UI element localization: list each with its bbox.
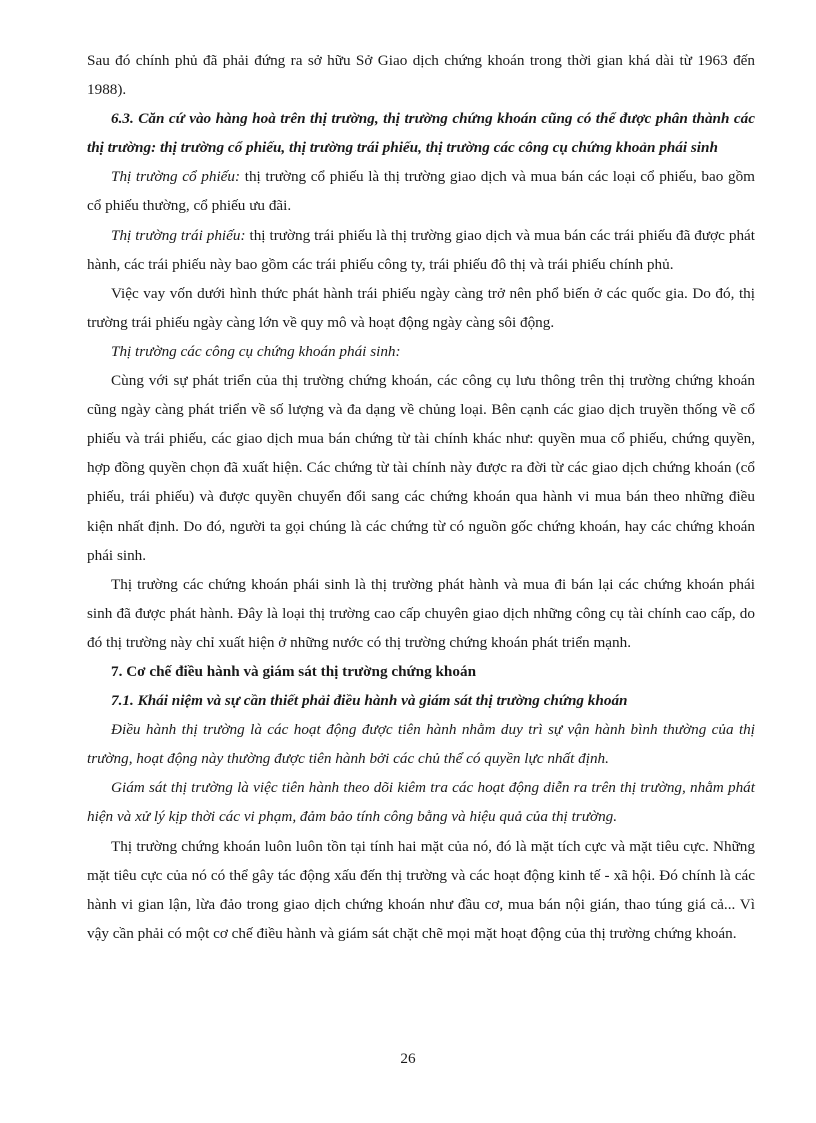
paragraph-definition-management bbox=[87, 715, 755, 773]
paragraph-text: thị trường trái phiếu là thị trường giao dịch và mua bán các trái phiếu đã được phát hành, các trái phiếu này bao gồm các trái phiếu công ty, trái phiếu đô thị và trái phiếu chính phủ. bbox=[87, 226, 755, 273]
section-heading-7-1 bbox=[87, 686, 755, 715]
paragraph-two-sides bbox=[87, 832, 755, 948]
paragraph-derivatives-development bbox=[87, 366, 755, 570]
heading-text: 7.1. Khái niệm và sự cần thiết phải điều hành và giám sát thị trường chứng khoán bbox=[111, 692, 628, 710]
term-label: Thị trường các công cụ chứng khoán phái sinh: bbox=[111, 342, 401, 360]
section-heading-7 bbox=[87, 657, 755, 686]
term-label: Thị trường cổ phiếu: bbox=[111, 168, 241, 186]
paragraph-bond-market bbox=[87, 221, 755, 279]
paragraph-text: Thị trường các chứng khoán phái sinh là thị trường phát hành và mua đi bán lại các chứng khoán phái sinh đã được phát hành. Đây là loại thị trường cao cấp chuyên giao dịch những công cụ tài chính cao cấp, do đó thị trường này chỉ xuất hiện ở những nước có thị trường chứng khoán phát triển mạnh. bbox=[87, 575, 755, 651]
page-number: 26 bbox=[400, 1050, 416, 1067]
paragraph-derivatives-market bbox=[87, 570, 755, 657]
heading-text: 6.3. Căn cứ vào hàng hoà trên thị trường, thị trường chứng khoán cũng có thể được phân thành các thị trường: thị trường cổ phiếu, thị trường trái phiếu, thị trường các công cụ chứng khoản phái sinh bbox=[87, 110, 755, 157]
paragraph-text: Thị trường chứng khoán luôn luôn tồn tại tính hai mặt của nó, đó là mặt tích cực và mặt tiêu cực. Những mặt tiêu cực của nó có thể gây tác động xấu đến thị trường và các hoạt động kinh tế - xã hội. Đó chính là các hành vi gian lận, lừa đảo trong giao dịch chứng khoán như đầu cơ, mua bán nội gián, thao túng giá cả... Vì vậy cần phải có một cơ chế điều hành và giám sát chặt chẽ mọi mặt hoạt động của thị trường chứng khoán. bbox=[87, 837, 755, 942]
paragraph-text: Sau đó chính phủ đã phải đứng ra sở hữu Sở Giao dịch chứng khoán trong thời gian khá dài từ 1963 đến 1988). bbox=[87, 52, 755, 99]
term-label: Thị trường trái phiếu: bbox=[111, 226, 246, 244]
paragraph-bond-growth bbox=[87, 279, 755, 337]
paragraph-text: thị trường cổ phiếu là thị trường giao dịch và mua bán các loại cổ phiếu, bao gồm cổ phiếu thường, cổ phiếu ưu đãi. bbox=[87, 168, 755, 215]
paragraph-derivatives-label bbox=[87, 337, 755, 366]
paragraph-text: Việc vay vốn dưới hình thức phát hành trái phiếu ngày càng trở nên phổ biến ở các quốc gia. Do đó, thị trường trái phiếu ngày càng lớn về quy mô và hoạt động ngày càng sôi động. bbox=[87, 284, 755, 331]
document-body bbox=[87, 46, 755, 948]
section-heading-6-3 bbox=[87, 104, 755, 162]
paragraph-text: Cùng với sự phát triển của thị trường chứng khoán, các công cụ lưu thông trên thị trường chứng khoán cũng ngày càng phát triển về số lượng và đa dạng về chủng loại. Bên cạnh các giao dịch truyền thống về cổ phiếu và trái phiếu, các giao dịch mua bán chứng từ tài chính khác như: quyền mua cổ phiếu, chứng quyền, hợp đồng quyền chọn đã xuất hiện. Các chứng từ tài chính này được ra đời từ các giao dịch chứng khoán (cổ phiếu, trái phiếu) và được quyền chuyển đổi sang các chứng khoán qua hành vi mua bán theo những điều kiện nhất định. Do đó, người ta gọi chúng là các chứng từ có nguồn gốc chứng khoán, hay các chứng khoán phái sinh. bbox=[87, 372, 755, 564]
heading-text: 7. Cơ chế điều hành và giám sát thị trường chứng khoán bbox=[111, 662, 477, 680]
paragraph-stock-market bbox=[87, 162, 755, 220]
paragraph-definition-supervision bbox=[87, 773, 755, 831]
paragraph-continuation bbox=[87, 46, 755, 104]
paragraph-text: Giám sát thị trường là việc tiên hành theo dõi kiêm tra các hoạt động diễn ra trên thị trường, nhằm phát hiện và xử lý kịp thời các vi phạm, đảm bảo tính công bằng và hiệu quả của thị trường. bbox=[87, 779, 755, 826]
paragraph-text: Điều hành thị trường là các hoạt động được tiên hành nhằm duy trì sự vận hành bình thường của thị trường, hoạt động này thường được tiên hành bởi các chủ thể có quyền lực nhất định. bbox=[87, 721, 755, 768]
